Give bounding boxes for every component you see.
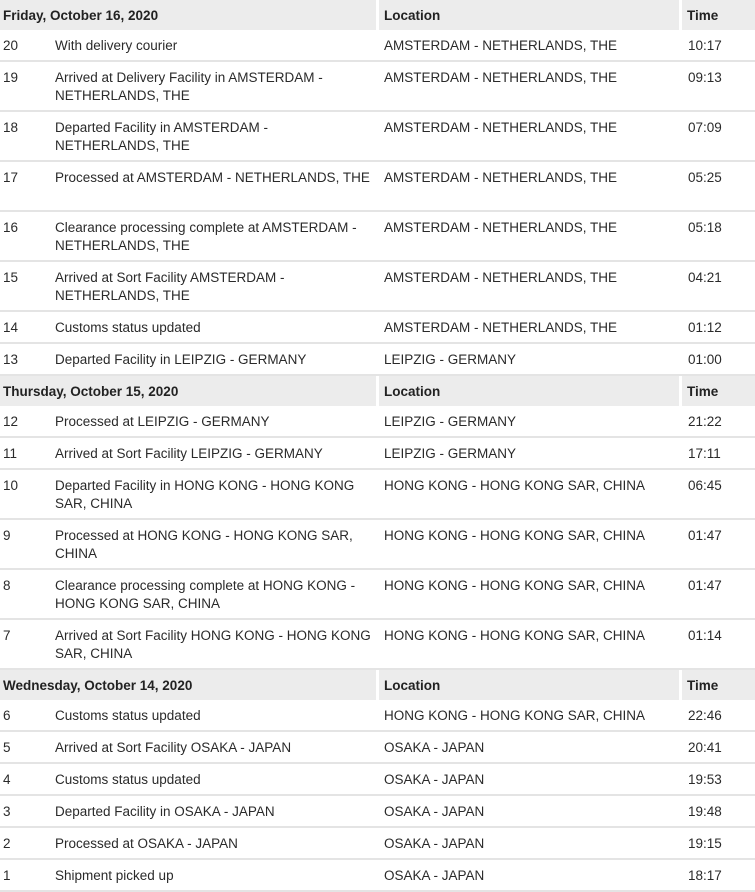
event-description: Departed Facility in LEIPZIG - GERMANY	[50, 344, 376, 376]
event-description: Clearance processing complete at AMSTERDAM - NETHERLANDS, THE	[50, 212, 376, 262]
event-location: LEIPZIG - GERMANY	[376, 344, 679, 376]
event-number: 12	[0, 406, 50, 438]
event-location: LEIPZIG - GERMANY	[376, 438, 679, 470]
event-time: 01:00	[679, 344, 755, 376]
event-number: 15	[0, 262, 50, 312]
event-location: LEIPZIG - GERMANY	[376, 406, 679, 438]
event-number: 5	[0, 732, 50, 764]
event-time: 10:17	[679, 30, 755, 62]
event-description: Processed at LEIPZIG - GERMANY	[50, 406, 376, 438]
event-description: Processed at OSAKA - JAPAN	[50, 828, 376, 860]
event-number: 9	[0, 520, 50, 570]
event-location: AMSTERDAM - NETHERLANDS, THE	[376, 30, 679, 62]
event-number: 2	[0, 828, 50, 860]
event-location: AMSTERDAM - NETHERLANDS, THE	[376, 262, 679, 312]
tracking-event-row	[0, 162, 755, 212]
event-time: 19:53	[679, 764, 755, 796]
date-header-row	[0, 0, 755, 30]
event-number: 11	[0, 438, 50, 470]
tracking-event-row	[0, 732, 755, 764]
event-description: Clearance processing complete at HONG KONG - HONG KONG SAR, CHINA	[50, 570, 376, 620]
tracking-event-row	[0, 62, 755, 112]
location-column-header: Location	[376, 670, 679, 700]
tracking-event-row	[0, 438, 755, 470]
event-description: Processed at AMSTERDAM - NETHERLANDS, THE	[50, 162, 376, 212]
tracking-event-row	[0, 406, 755, 438]
tracking-event-row	[0, 796, 755, 828]
event-time: 22:46	[679, 700, 755, 732]
tracking-event-row	[0, 620, 755, 670]
event-number: 10	[0, 470, 50, 520]
tracking-event-row	[0, 212, 755, 262]
event-location: HONG KONG - HONG KONG SAR, CHINA	[376, 620, 679, 670]
event-description: Arrived at Sort Facility OSAKA - JAPAN	[50, 732, 376, 764]
event-time: 01:12	[679, 312, 755, 344]
event-location: OSAKA - JAPAN	[376, 828, 679, 860]
event-number: 1	[0, 860, 50, 892]
event-number: 16	[0, 212, 50, 262]
event-description: Arrived at Delivery Facility in AMSTERDAM - NETHERLANDS, THE	[50, 62, 376, 112]
event-number: 20	[0, 30, 50, 62]
event-time: 06:45	[679, 470, 755, 520]
event-description: Arrived at Sort Facility HONG KONG - HONG KONG SAR, CHINA	[50, 620, 376, 670]
event-time: 01:14	[679, 620, 755, 670]
event-description: Arrived at Sort Facility LEIPZIG - GERMANY	[50, 438, 376, 470]
event-time: 19:15	[679, 828, 755, 860]
event-description: With delivery courier	[50, 30, 376, 62]
event-description: Customs status updated	[50, 764, 376, 796]
location-column-header: Location	[376, 376, 679, 406]
event-number: 6	[0, 700, 50, 732]
event-description: Customs status updated	[50, 700, 376, 732]
tracking-event-row	[0, 112, 755, 162]
event-description: Customs status updated	[50, 312, 376, 344]
event-number: 18	[0, 112, 50, 162]
event-description: Arrived at Sort Facility AMSTERDAM - NETHERLANDS, THE	[50, 262, 376, 312]
event-number: 17	[0, 162, 50, 212]
event-location: AMSTERDAM - NETHERLANDS, THE	[376, 312, 679, 344]
date-header-row	[0, 376, 755, 406]
event-number: 14	[0, 312, 50, 344]
time-column-header: Time	[679, 670, 755, 700]
event-description: Departed Facility in OSAKA - JAPAN	[50, 796, 376, 828]
event-number: 13	[0, 344, 50, 376]
tracking-event-row	[0, 764, 755, 796]
event-time: 20:41	[679, 732, 755, 764]
event-location: OSAKA - JAPAN	[376, 860, 679, 892]
event-time: 05:25	[679, 162, 755, 212]
event-time: 01:47	[679, 520, 755, 570]
event-location: HONG KONG - HONG KONG SAR, CHINA	[376, 570, 679, 620]
event-location: OSAKA - JAPAN	[376, 732, 679, 764]
event-time: 05:18	[679, 212, 755, 262]
event-time: 21:22	[679, 406, 755, 438]
tracking-event-row	[0, 312, 755, 344]
event-location: HONG KONG - HONG KONG SAR, CHINA	[376, 470, 679, 520]
tracking-event-row	[0, 520, 755, 570]
tracking-event-row	[0, 700, 755, 732]
event-location: AMSTERDAM - NETHERLANDS, THE	[376, 112, 679, 162]
tracking-event-row	[0, 828, 755, 860]
event-location: OSAKA - JAPAN	[376, 764, 679, 796]
event-number: 7	[0, 620, 50, 670]
tracking-event-row	[0, 470, 755, 520]
event-time: 17:11	[679, 438, 755, 470]
tracking-event-row	[0, 262, 755, 312]
event-number: 8	[0, 570, 50, 620]
tracking-event-row	[0, 30, 755, 62]
tracking-event-row	[0, 344, 755, 376]
event-location: AMSTERDAM - NETHERLANDS, THE	[376, 62, 679, 112]
event-location: AMSTERDAM - NETHERLANDS, THE	[376, 212, 679, 262]
event-location: OSAKA - JAPAN	[376, 796, 679, 828]
event-location: AMSTERDAM - NETHERLANDS, THE	[376, 162, 679, 212]
date-header: Wednesday, October 14, 2020	[0, 670, 376, 700]
event-description: Departed Facility in HONG KONG - HONG KONG SAR, CHINA	[50, 470, 376, 520]
time-column-header: Time	[679, 376, 755, 406]
event-time: 19:48	[679, 796, 755, 828]
event-number: 19	[0, 62, 50, 112]
event-location: HONG KONG - HONG KONG SAR, CHINA	[376, 700, 679, 732]
event-description: Processed at HONG KONG - HONG KONG SAR, CHINA	[50, 520, 376, 570]
event-number: 4	[0, 764, 50, 796]
tracking-event-row	[0, 860, 755, 892]
event-description: Shipment picked up	[50, 860, 376, 892]
event-time: 04:21	[679, 262, 755, 312]
date-header-row	[0, 670, 755, 700]
event-location: HONG KONG - HONG KONG SAR, CHINA	[376, 520, 679, 570]
date-header: Friday, October 16, 2020	[0, 0, 376, 30]
event-time: 18:17	[679, 860, 755, 892]
location-column-header: Location	[376, 0, 679, 30]
tracking-event-row	[0, 570, 755, 620]
time-column-header: Time	[679, 0, 755, 30]
date-header: Thursday, October 15, 2020	[0, 376, 376, 406]
event-description: Departed Facility in AMSTERDAM - NETHERLANDS, THE	[50, 112, 376, 162]
event-number: 3	[0, 796, 50, 828]
event-time: 09:13	[679, 62, 755, 112]
event-time: 01:47	[679, 570, 755, 620]
event-time: 07:09	[679, 112, 755, 162]
